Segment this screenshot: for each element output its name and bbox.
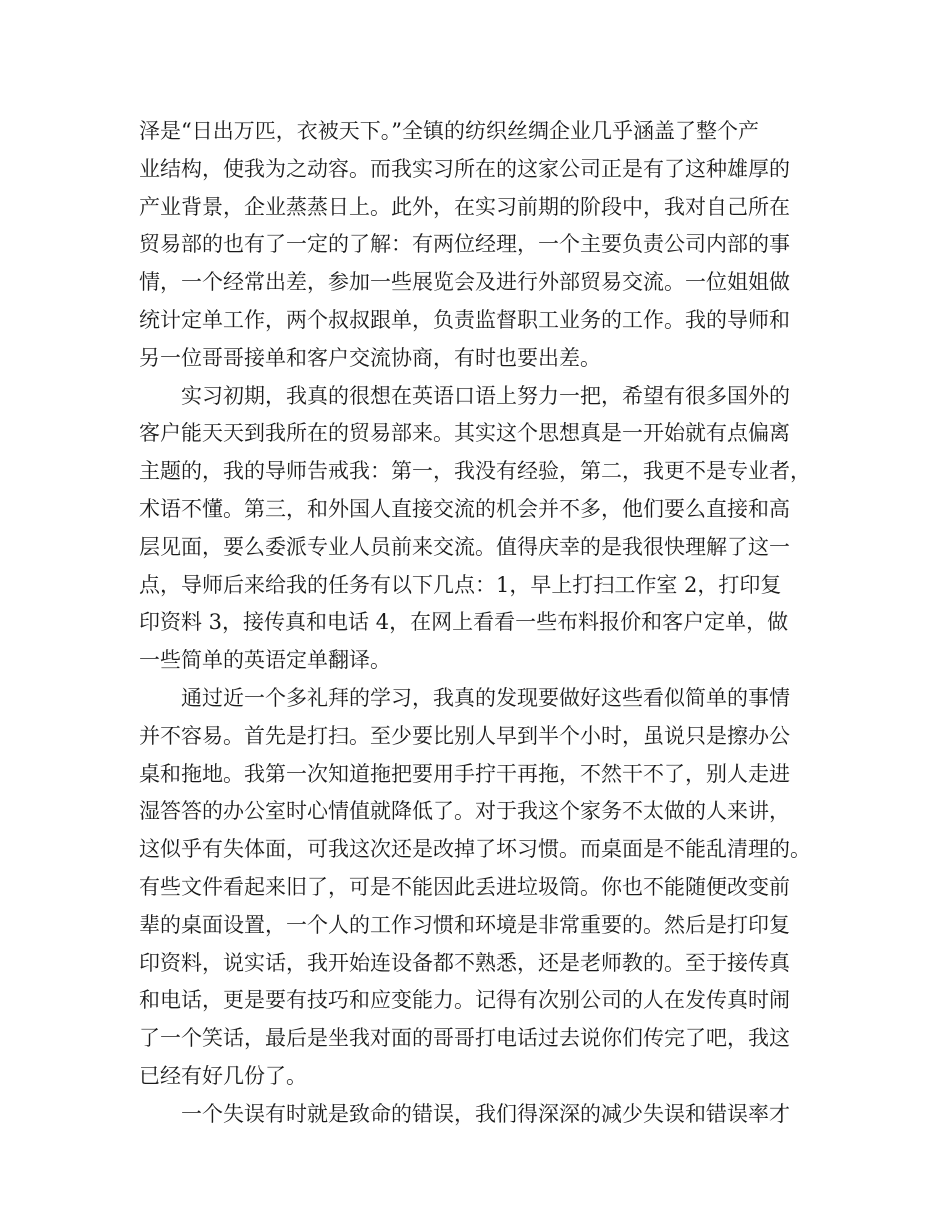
paragraph-first-line: 一个失误有时就是致命的错误，我们得深深的减少失误和错误率才 — [181, 1101, 790, 1126]
text-line: 情，一个经常出差，参加一些展览会及进行外部贸易交流。一位姐姐做 — [139, 270, 790, 295]
text-line: 业结构，使我为之动容。而我实习所在的这家公司正是有了这种雄厚的 — [139, 156, 790, 181]
text-line: 统计定单工作，两个叔叔跟单，负责监督职工业务的工作。我的导师和 — [139, 307, 790, 332]
text-line: 贸易部的也有了一定的了解：有两位经理，一个主要负责公司内部的事 — [139, 232, 790, 257]
text-line: 客户能天天到我所在的贸易部来。其实这个思想真是一开始就有点偏离 — [139, 421, 790, 446]
text-line: 一些简单的英语定单翻译。 — [139, 648, 391, 673]
paragraph-first-line: 通过近一个多礼拜的学习，我真的发现要做好这些看似简单的事情 — [181, 685, 790, 710]
text-line: 主题的，我的导师告戒我：第一，我没有经验，第二，我更不是专业者， — [139, 459, 811, 484]
text-line: 产业背景，企业蒸蒸日上。此外，在实习前期的阶段中，我对自己所在 — [139, 194, 790, 219]
text-line: 印资料 3，接传真和电话 4，在网上看看一些布料报价和客户定单，做 — [139, 610, 789, 635]
text-line: 桌和拖地。我第一次知道拖把要用手拧干再拖，不然干不了，别人走进 — [139, 761, 790, 786]
body-text — [139, 113, 829, 1134]
text-line: 这似乎有失体面，可我这次还是改掉了坏习惯。而桌面是不能乱清理的。 — [139, 837, 811, 862]
text-line: 印资料，说实话，我开始连设备都不熟悉，还是老师教的。至于接传真 — [139, 950, 790, 975]
text-line: 有些文件看起来旧了，可是不能因此丢进垃圾筒。你也不能随便改变前 — [139, 874, 790, 899]
text-line: 点，导师后来给我的任务有以下几点：1，早上打扫工作室 2，打印复 — [139, 572, 782, 597]
text-line: 层见面，要么委派专业人员前来交流。值得庆幸的是我很快理解了这一 — [139, 534, 790, 559]
text-line: 已经有好几份了。 — [139, 1063, 307, 1088]
text-line: 辈的桌面设置，一个人的工作习惯和环境是非常重要的。然后是打印复 — [139, 912, 790, 937]
text-line: 并不容易。首先是打扫。至少要比别人早到半个小时，虽说只是擦办公 — [139, 723, 790, 748]
text-line: 和电话，更是要有技巧和应变能力。记得有次别公司的人在发传真时闹 — [139, 988, 790, 1013]
paragraph-first-line: 实习初期，我真的很想在英语口语上努力一把，希望有很多国外的 — [181, 383, 790, 408]
text-line: 了一个笑话，最后是坐我对面的哥哥打电话过去说你们传完了吧，我这 — [139, 1026, 790, 1051]
text-line: 术语不懂。第三，和外国人直接交流的机会并不多，他们要么直接和高 — [139, 496, 790, 521]
text-line: 另一位哥哥接单和客户交流协商，有时也要出差。 — [139, 345, 601, 370]
text-line: 泽是“日出万匹，衣被天下。”全镇的纺织丝绸企业几乎涵盖了整个产 — [139, 119, 759, 143]
text-line: 湿答答的办公室时心情值就降低了。对于我这个家务不太做的人来讲， — [139, 799, 790, 824]
